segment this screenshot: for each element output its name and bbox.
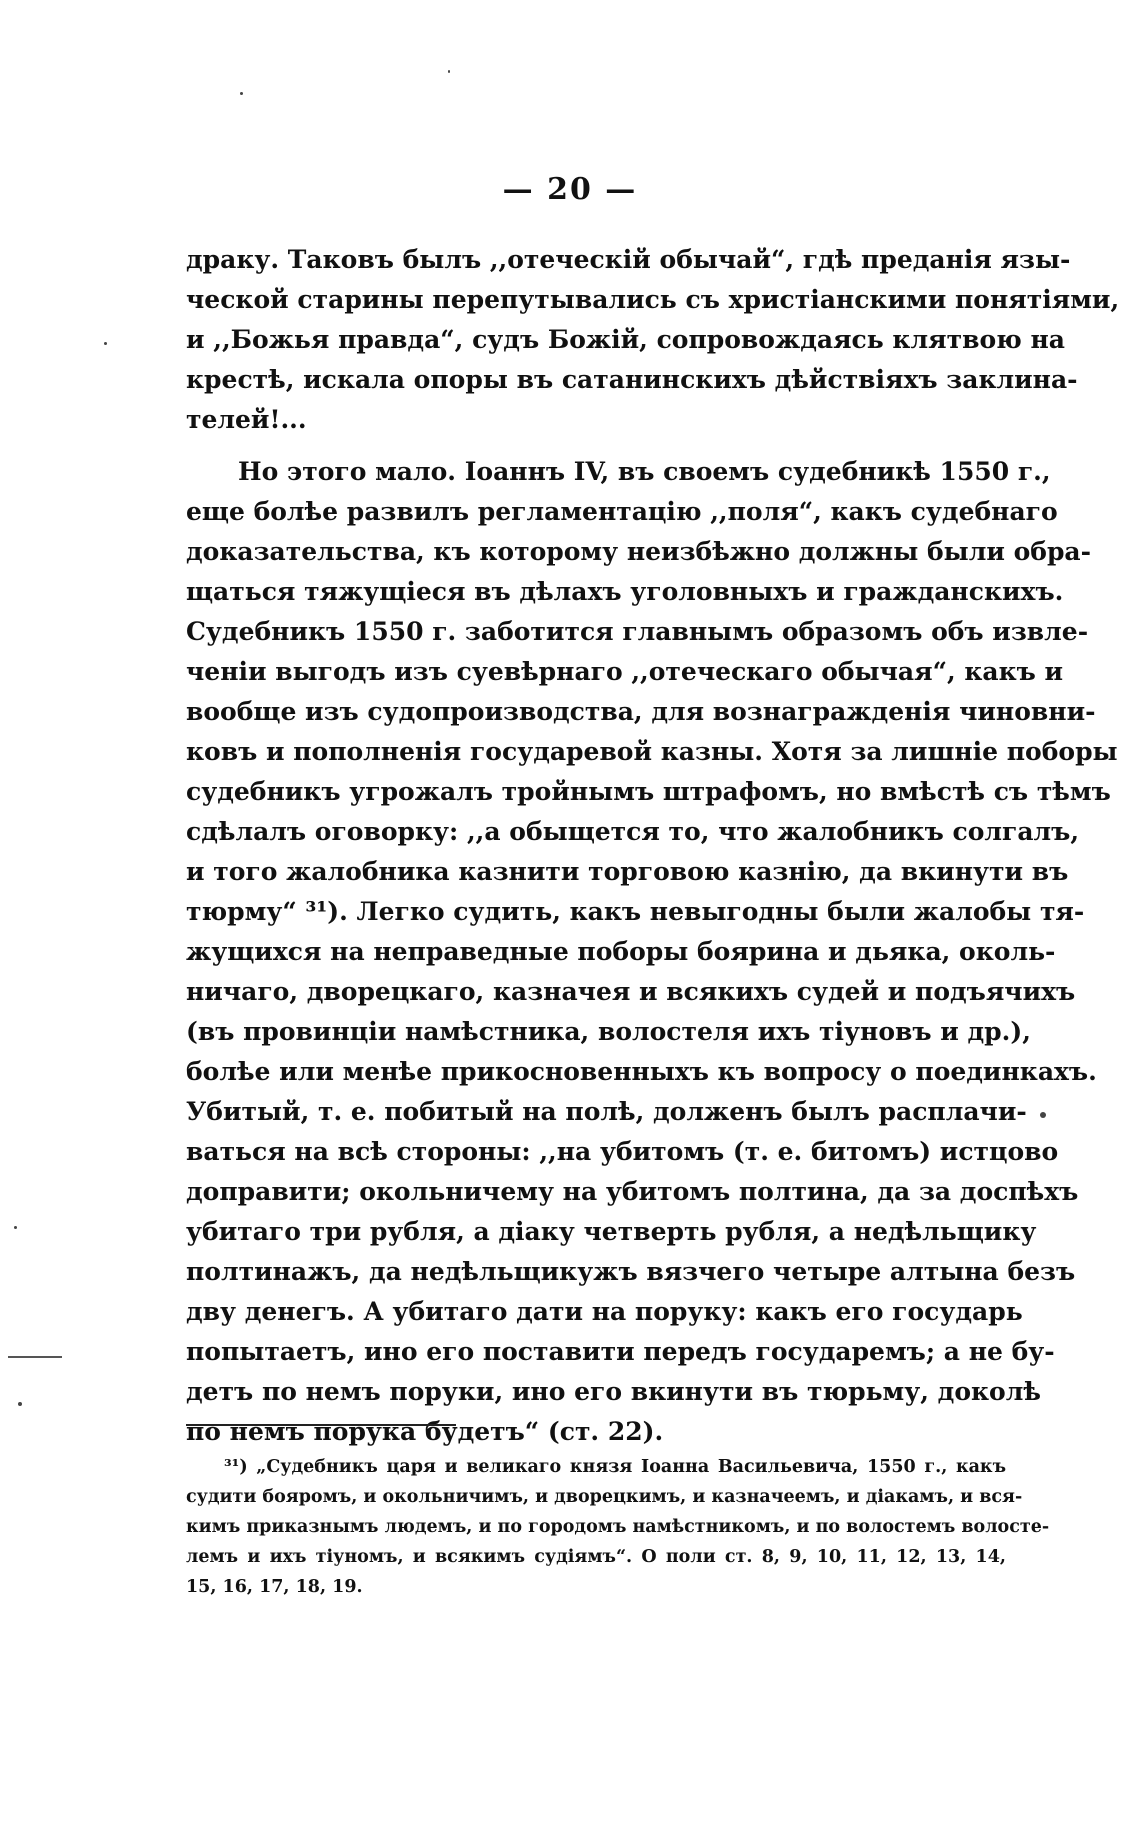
text-line: Убитый, т. е. побитый на полѣ, долженъ былъ расплачи- [186,1097,1027,1126]
text-line: жущихся на неправедные поборы боярина и дьяка, околь- [186,937,1056,966]
text-line: щаться тяжущіеся въ дѣлахъ уголовныхъ и гражданскихъ. [186,577,1064,606]
text-line: судебникъ угрожалъ тройнымъ штрафомъ, но вмѣстѣ съ тѣмъ [186,777,1111,806]
text-line: вообще изъ судопроизводства, для вознагражденія чиновни- [186,697,1096,726]
main-text [186,240,1120,1452]
text-line: и того жалобника казнити торговою казнію, да вкинути въ [186,857,1069,886]
text-line: доказательства, къ которому неизбѣжно должны были обра- [186,537,1091,566]
text-line: ковъ и пополненія государевой казны. Хотя за лишніе поборы [186,737,1118,766]
text-line: Но этого мало. Іоаннъ IV, въ своемъ судебникѣ 1550 г., [238,457,1051,486]
text-line: (въ провинціи намѣстника, волостеля ихъ тіуновъ и др.), [186,1017,1031,1046]
text-line: болѣе или менѣе прикосновенныхъ къ вопросу о поединкахъ. [186,1057,1097,1086]
scan-speck [448,70,450,73]
footnote-line: ³¹) „Судебникъ царя и великаго князя Іоанна Васильевича, 1550 г., какъ [224,1457,1006,1477]
text-line: крестѣ, искала опоры въ сатанинскихъ дѣйствіяхъ заклина- [186,365,1078,394]
text-line: тюрму“ ³¹). Легко судить, какъ невыгодны были жалобы тя- [186,897,1085,926]
text-line: ваться на всѣ стороны: ,,на убитомъ (т. е. битомъ) истцово [186,1137,1059,1166]
text-line: убитаго три рубля, а діаку четверть рубля, а недѣльщику [186,1217,1037,1246]
footnote-line: судити бояромъ, и окольничимъ, и дворецкимъ, и казначеемъ, и діакамъ, и вся- [186,1487,1023,1507]
scan-speck [104,342,107,345]
text-line: ничаго, дворецкаго, казначея и всякихъ судей и подъячихъ [186,977,1076,1006]
text-line: доправити; окольничему на убитомъ полтина, да за доспѣхъ [186,1177,1079,1206]
footnote-separator [186,1424,456,1426]
paragraph-gap [186,440,1006,452]
footnote [186,1452,1050,1602]
page-number: — 20 — [502,172,638,207]
text-line: дву денегъ. А убитаго дати на поруку: какъ его государь [186,1297,1023,1326]
text-line: Судебникъ 1550 г. заботится главнымъ образомъ объ извле- [186,617,1089,646]
scan-speck [240,92,243,95]
scan-speck [18,1402,22,1406]
scan-speck [1040,1112,1046,1118]
text-line: ченіи выгодъ изъ суевѣрнаго ,,отеческаго обычая“, какъ и [186,657,1064,686]
text-line: телей!... [186,405,307,434]
footnote-line: 15, 16, 17, 18, 19. [186,1577,363,1597]
text-line: попытаетъ, ино его поставити передъ государемъ; а не бу- [186,1337,1055,1366]
text-line: еще болѣе развилъ регламентацію ,,поля“, какъ судебнаго [186,497,1058,526]
text-line: ческой старины перепутывались съ христіанскими понятіями, [186,285,1120,314]
scan-speck [14,1226,17,1229]
text-line: по немъ порука будетъ“ (ст. 22). [186,1417,664,1446]
footnote-line: лемъ и ихъ тіуномъ, и всякимъ судіямъ“. О поли ст. 8, 9, 10, 11, 12, 13, 14, [186,1547,1006,1567]
text-line: и ,,Божья правда“, судъ Божій, сопровождаясь клятвою на [186,325,1065,354]
text-line: сдѣлалъ оговорку: ,,а обыщется то, что жалобникъ солгалъ, [186,817,1080,846]
margin-mark [8,1356,62,1358]
text-line: полтинажъ, да недѣльщикужъ вязчего четыре алтына безъ [186,1257,1076,1286]
text-line: детъ по немъ поруки, ино его вкинути въ тюрьму, доколѣ [186,1377,1041,1406]
text-line: драку. Таковъ былъ ,,отеческій обычай“, гдѣ преданія язы- [186,245,1071,274]
footnote-line: кимъ приказнымъ людемъ, и по городомъ намѣстникомъ, и по волостемъ волосте- [186,1517,1050,1537]
